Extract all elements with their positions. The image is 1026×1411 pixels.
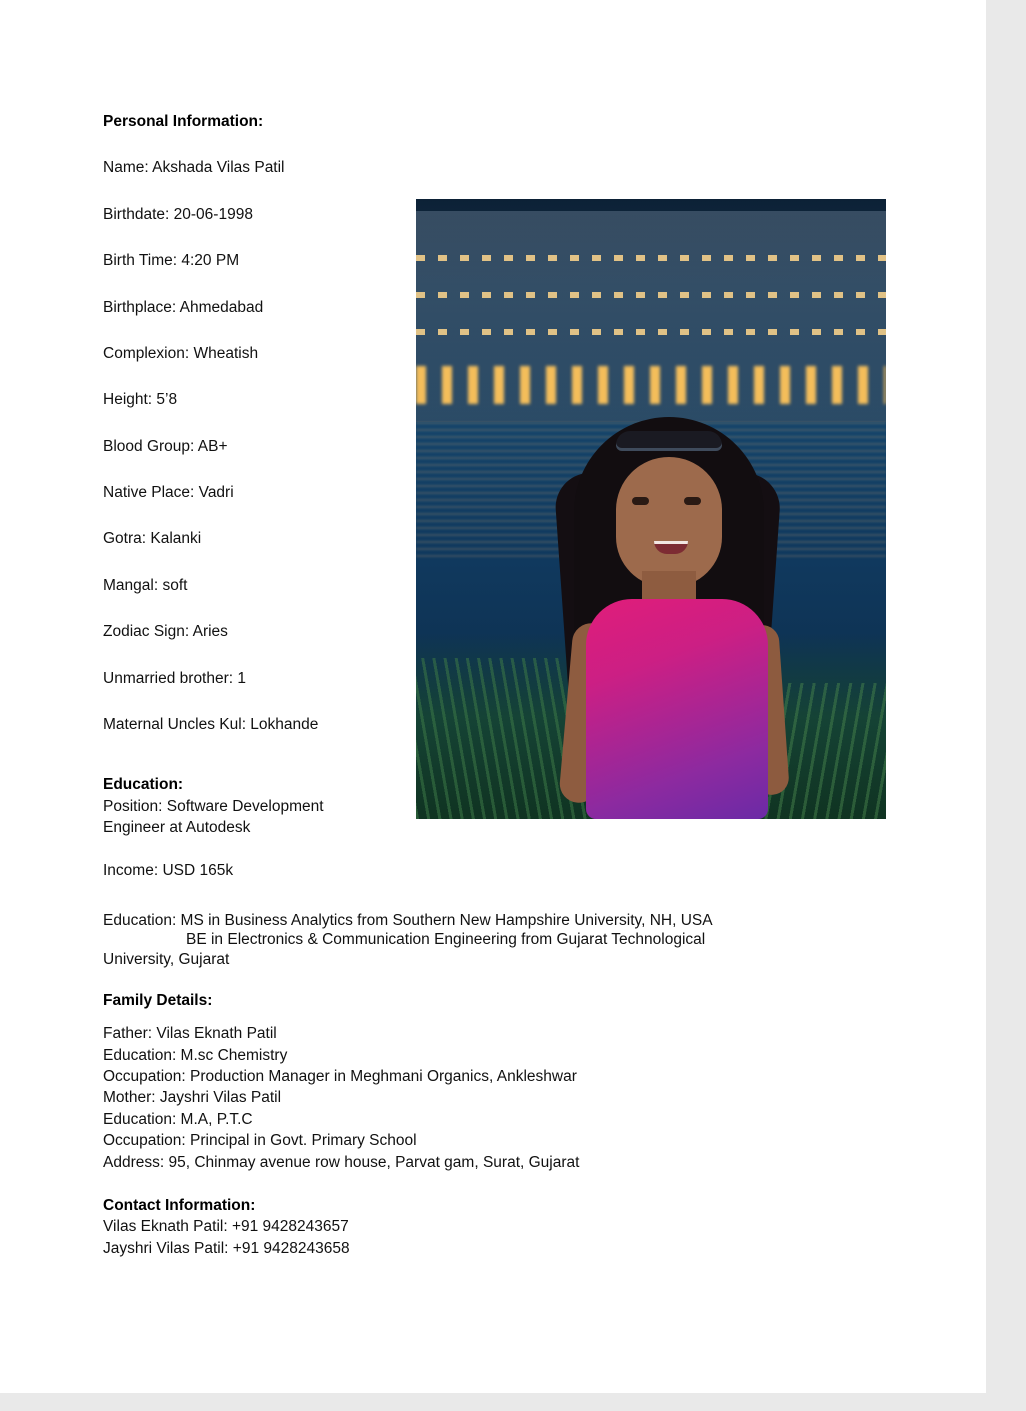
document-content (103, 112, 893, 1260)
field-blood-group: Blood Group: AB+ (103, 437, 228, 455)
field-birthdate: Birthdate: 20-06-1998 (103, 205, 253, 223)
family-details-section (103, 1024, 893, 1172)
field-contact-father: Vilas Eknath Patil: +91 9428243657 (103, 1218, 349, 1236)
field-complexion: Complexion: Wheatish (103, 344, 259, 362)
personal-information-section (103, 112, 403, 734)
education-position-block (103, 775, 403, 837)
family-details-heading: Family Details: (103, 991, 213, 1009)
spacer (103, 839, 893, 861)
field-education-line-1: Education: MS in Business Analytics from Southern New Hampshire University, NH, USA (103, 911, 713, 929)
field-native-place: Native Place: Vadri (103, 484, 234, 501)
contact-information-section (103, 1196, 893, 1258)
field-father-occupation: Occupation: Production Manager in Meghmani Organics, Ankleshwar (103, 1068, 577, 1085)
field-height: Height: 5’8 (103, 391, 178, 409)
spacer (103, 761, 893, 775)
field-position-line-2: Engineer at Autodesk (103, 819, 251, 836)
field-contact-mother: Jayshri Vilas Patil: +91 9428243658 (103, 1239, 350, 1257)
field-birth-time: Birth Time: 4:20 PM (103, 252, 240, 270)
contact-information-heading: Contact Information: (103, 1196, 256, 1214)
field-mangal: Mangal: soft (103, 576, 188, 594)
field-maternal-uncles-kul: Maternal Uncles Kul: Lokhande (103, 715, 319, 733)
page-margin-bottom (0, 1393, 986, 1411)
field-mother-occupation: Occupation: Principal in Govt. Primary School (103, 1132, 417, 1150)
spacer (103, 969, 893, 991)
spacer (103, 881, 893, 911)
spacer (103, 1010, 893, 1024)
page-margin-right (986, 0, 1026, 1411)
field-mother: Mother: Jayshri Vilas Patil (103, 1089, 282, 1107)
field-education-line-3: University, Gujarat (103, 950, 230, 968)
education-heading: Education: (103, 776, 184, 794)
field-income: Income: USD 165k (103, 862, 234, 880)
field-name: Name: Akshada Vilas Patil (103, 159, 285, 177)
field-birthplace: Birthplace: Ahmedabad (103, 298, 264, 316)
field-position-line-1: Position: Software Development (103, 797, 324, 815)
field-father-education: Education: M.sc Chemistry (103, 1046, 288, 1064)
education-details-block (103, 911, 893, 969)
field-unmarried-brother: Unmarried brother: 1 (103, 669, 247, 687)
field-zodiac-sign: Zodiac Sign: Aries (103, 623, 228, 641)
field-mother-education: Education: M.A, P.T.C (103, 1110, 253, 1128)
spacer (103, 1174, 893, 1196)
field-gotra: Gotra: Kalanki (103, 530, 202, 548)
field-education-line-2: BE in Electronics & Communication Engineering from Gujarat Technological (186, 931, 706, 949)
personal-information-heading: Personal Information: (103, 113, 264, 130)
field-address: Address: 95, Chinmay avenue row house, Parvat gam, Surat, Gujarat (103, 1153, 580, 1171)
field-father: Father: Vilas Eknath Patil (103, 1025, 277, 1043)
